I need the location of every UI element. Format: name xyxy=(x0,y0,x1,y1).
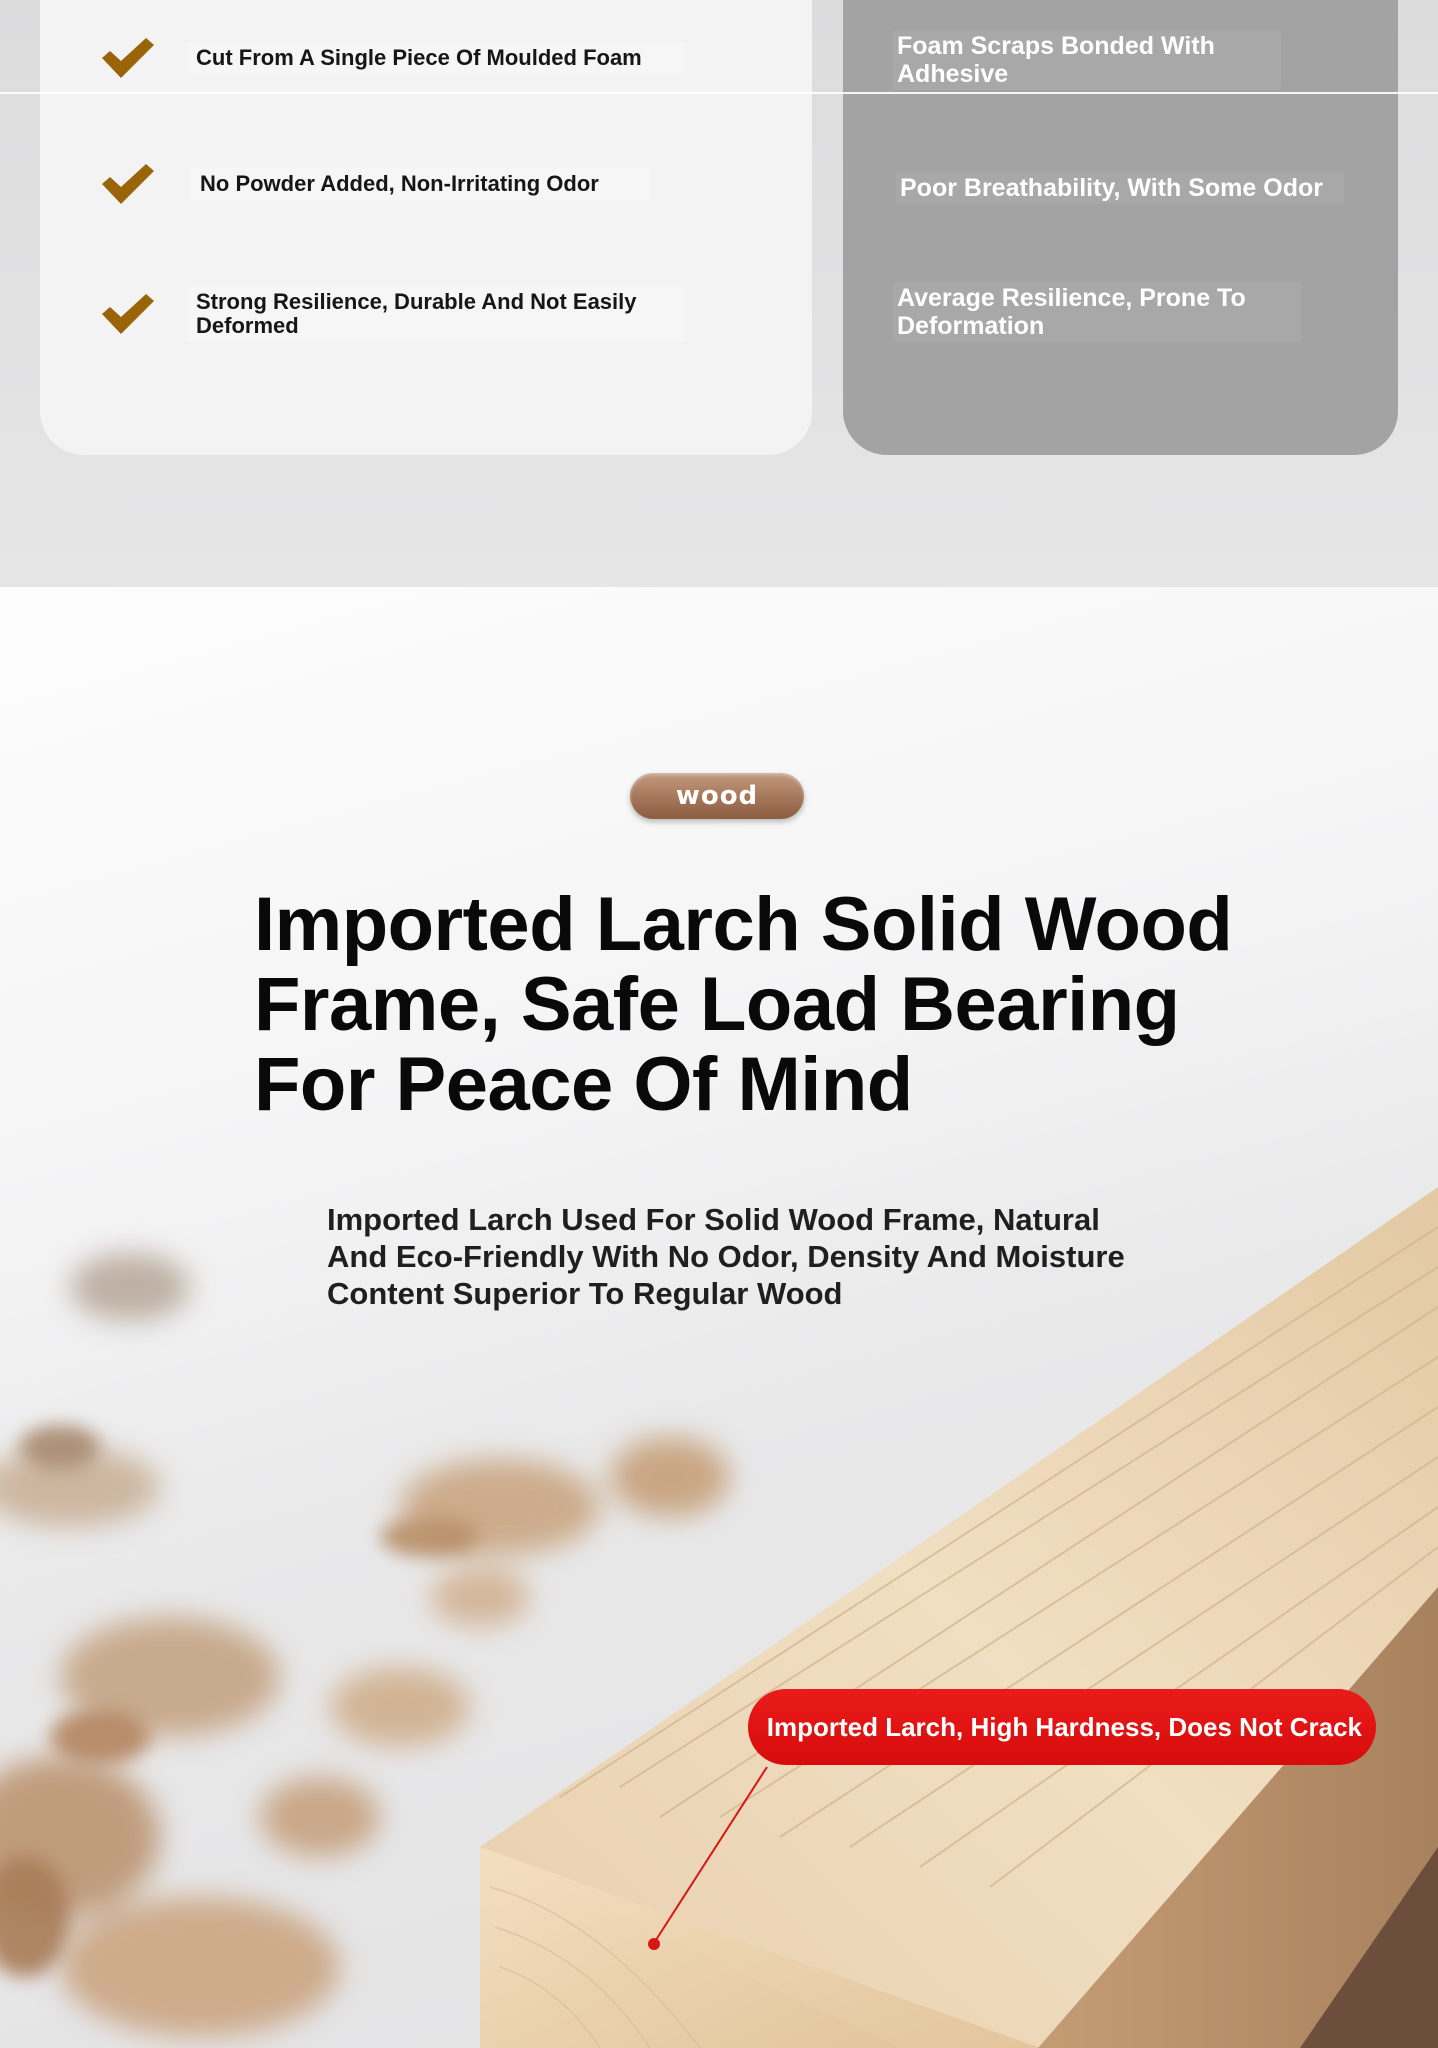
check-icon xyxy=(100,34,156,82)
our-feature-row xyxy=(100,160,650,208)
check-icon xyxy=(100,160,156,208)
our-feature-row xyxy=(100,286,686,342)
divider-line xyxy=(0,92,1438,94)
our-feature-text: Strong Resilience, Durable And Not Easily Deformed xyxy=(186,286,686,342)
callout-pointer-dot xyxy=(648,1938,660,1950)
feature-callout: Imported Larch, High Hardness, Does Not Crack xyxy=(748,1689,1376,1765)
our-feature-text: No Powder Added, Non-Irritating Odor xyxy=(190,168,650,200)
our-feature-text: Cut From A Single Piece Of Moulded Foam xyxy=(186,42,686,74)
wood-tag-badge: wood xyxy=(630,773,804,819)
wood-frame-section xyxy=(0,587,1438,2048)
check-icon xyxy=(100,290,156,338)
our-feature-row xyxy=(100,34,686,82)
comparison-section xyxy=(0,0,1438,587)
larch-beam xyxy=(480,1187,1438,2048)
other-drawback-text: Foam Scraps Bonded With Adhesive xyxy=(893,30,1281,90)
other-drawback-text: Poor Breathability, With Some Odor xyxy=(896,172,1344,204)
section-description: Imported Larch Used For Solid Wood Frame, Natural And Eco-Friendly With No Odor, Density And Moisture Content Superior To Regular Wood xyxy=(327,1202,1125,1311)
section-headline: Imported Larch Solid Wood Frame, Safe Load Bearing For Peace Of Mind xyxy=(254,882,1233,1127)
other-drawback-text: Average Resilience, Prone To Deformation xyxy=(893,282,1301,342)
